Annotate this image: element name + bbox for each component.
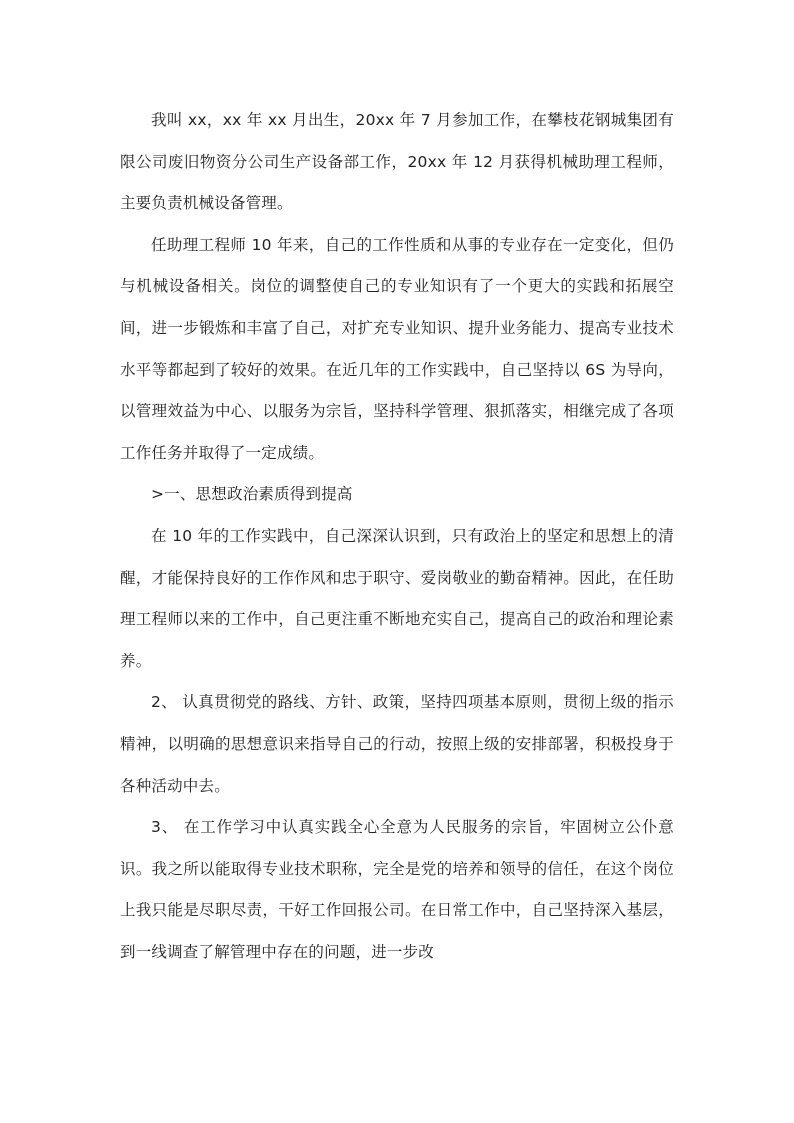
paragraph-item-3: 3、 在工作学习中认真实践全心全意为人民服务的宗旨，牢固树立公仆意识。我之所以能取得专业技术职称，完全是党的培养和领导的信任，在这个岗位上我只能是尽职尽责，干好工作回报公司。在日常工作中，自己坚持深入基层，到一线调查了解管理中存在的问题，进一步改 — [120, 818, 674, 961]
paragraph-political-awareness: 在 10 年的工作实践中，自己深深认识到，只有政治上的坚定和思想上的清醒，才能保持良好的工作作风和忠于职守、爱岗敬业的勤奋精神。因此，在任助理工程师以来的工作中，自己更注重不断地充实自己，提高自己的政治和理论素养。 — [120, 526, 674, 670]
paragraph-work-summary: 任助理工程师 10 年来，自己的工作性质和从事的专业存在一定变化，但仍与机械设备相关。岗位的调整使自己的专业知识有了一个更大的实践和拓展空间，进一步锻炼和丰富了自己，对扩充专业知识、提升业务能力、提高专业技术水平等都起到了较好的效果。在近几年的工作实践中，自己坚持以 6S 为导向，以管理效益为中心、以服务为宗旨，坚持科学管理、狠抓落实，相继完成了各项工作任务并取得了一定成绩。 — [120, 235, 674, 462]
section-heading-political-quality: >一、思想政治素质得到提高 — [151, 485, 353, 504]
paragraph-intro: 我叫 xx，xx 年 xx 月出生，20xx 年 7 月参加工作，在攀枝花钢城集团有限公司废旧物资分公司生产设备部工作，20xx 年 12 月获得机械助理工程师，主要负责机械设备管理。 — [120, 111, 674, 213]
document-body — [120, 100, 674, 973]
paragraph-item-2: 2、 认真贯彻党的路线、方针、政策，坚持四项基本原则，贯彻上级的指示精神，以明确的思想意识来指导自己的行动，按照上级的安排部署，积极投身于各种活动中去。 — [120, 693, 674, 795]
